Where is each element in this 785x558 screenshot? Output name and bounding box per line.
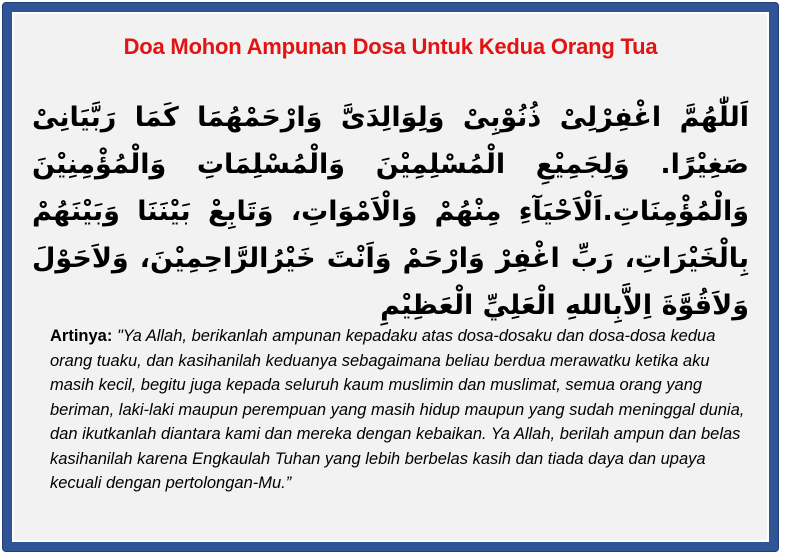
arabic-prayer-text: اَللّٰهُمَّ اغْفِرْلِىْ ذُنُوْبِىْ وَلِوَالِدَىَّ وَارْحَمْهُمَا كَمَا رَبَّيَانِىْ صَغِيْرًا. وَلِجَمِيْعِ الْمُسْلِمِيْنَ وَالْمُسْلِمَاتِ وَالْمُؤْمِنِيْنَ وَالْمُؤْمِنَاتِ.اَلْاَحْيَآءِ مِنْهُمْ وَالْاَمْوَاتِ، وَتَابِعْ بَيْنَنَا وَبَيْنَهُمْ بِالْخَيْرَاتِ، رَبِّ اغْفِرْ وَارْحَمْ وَاَنْتَ خَيْرُالرَّاحِمِيْنَ، وَلاَحَوْلَ وَلاَقُوَّةَ اِلاَّبِاللهِ الْعَلِيِّ الْعَظِيْمِ xyxy=(32,102,749,321)
content-panel xyxy=(12,12,769,542)
page-title: Doa Mohon Ampunan Dosa Untuk Kedua Orang Tua xyxy=(123,34,658,59)
translation-text: "Ya Allah, berikanlah ampunan kepadaku atas dosa-dosaku dan dosa-dosa kedua orang tuaku, dan kasihanilah keduanya sebagaimana beliau berdua merawatku ketika aku masih kecil, begitu juga kepada seluruh kaum muslimin dan muslimat, semua orang yang beriman, laki-laki maupun perempuan yang masih hidup maupun yang sudah meninggal dunia, dan ikutkanlah diantara kami dan mereka dengan kebaikan. Ya Allah, berilah ampun dan belas kasihanilah karena Engkaulah Tuhan yang lebih berbelas kasih dan tiada daya dan upaya kecuali dengan pertolongan-Mu.” xyxy=(50,327,745,492)
outer-frame xyxy=(2,2,779,552)
translation-block xyxy=(50,324,745,496)
translation-label: Artinya: xyxy=(50,327,117,345)
